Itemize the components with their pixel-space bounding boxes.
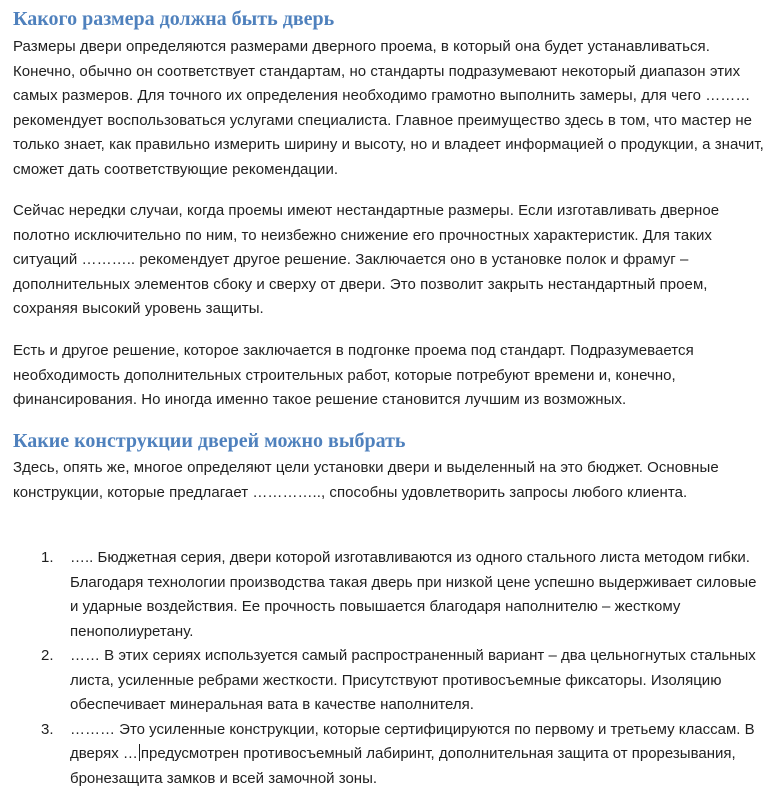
section-heading-door-size: Какого размера должна быть дверь bbox=[13, 8, 335, 30]
list-item bbox=[13, 644, 765, 718]
text-cursor[interactable] bbox=[139, 744, 140, 761]
list-item-number: 2. bbox=[41, 647, 54, 664]
section-heading-door-constructions: Какие конструкции дверей можно выбрать bbox=[13, 430, 406, 452]
paragraph-door-size-measurement: Размеры двери определяются размерами дверного проема, в который она будет устанавливаться. Конечно, обычно он соответствует стандартам, но стандарты подразумевают некоторый диапазон этих самых размеров. Для точного их определения необходимо грамотно выполнить замеры, для чего ……… рекомендует воспользоваться услугами специалиста. Главное преимущество здесь в том, что мастер не только знает, как правильно измерить ширину и высоту, но и владеет информацией о продукции, а значит, сможет дать соответствующие рекомендации. bbox=[13, 38, 764, 178]
paragraph-nonstandard-openings: Сейчас нередки случаи, когда проемы имеют нестандартные размеры. Если изготавливать дверное полотно исключительно по ним, то неизбежно снижение его прочностных характеристик. Для таких ситуаций ……….. рекомендует другое решение. Заключается оно в установке полок и фрамуг – дополнительных элементов сбоку и сверху от двери. Это позволит закрыть нестандартный проем, сохраняя высокий уровень защиты. bbox=[13, 202, 720, 317]
list-item-number: 3. bbox=[41, 720, 54, 738]
list-item-text: …… В этих сериях используется самый распространенный вариант – два цельногнутых стальных листа, усиленные ребрами жесткости. Присутствуют противосъемные фиксаторы. Изоляцию обеспечивает минеральная вата в качестве наполнителя. bbox=[70, 647, 756, 713]
paragraph-constructions-intro: Здесь, опять же, многое определяют цели установки двери и выделенный на это бюджет. Основные конструкции, которые предлагает ………….., способны удовлетворить запросы любого клиента. bbox=[13, 459, 719, 501]
paragraph-opening-adjustment: Есть и другое решение, которое заключается в подгонке проема под стандарт. Подразумевается необходимость дополнительных строительных работ, которые потребуют времени и, конечно, финансирования. Но иногда именно такое решение становится лучшим из возможных. bbox=[13, 342, 694, 408]
list-item-text-before-caret: ……… Это усиленные конструкции, которые сертифицируются по первому и третьему классам. В дверях … bbox=[70, 720, 755, 762]
list-item-number: 1. bbox=[41, 549, 54, 566]
list-item bbox=[13, 718, 765, 792]
list-item-text-after-caret: предусмотрен противосъемный лабиринт, дополнительная защита от прорезывания, бронезащита замков и всей замочной зоны. bbox=[70, 745, 736, 787]
list-item-text: ….. Бюджетная серия, двери которой изготавливаются из одного стального листа методом гибки. Благодаря технологии производства такая дверь при низкой цене успешно выдерживает силовые и ударные воздействия. Ее прочность повышается благодаря наполнителю – жесткому пенополиуретану. bbox=[70, 549, 757, 640]
constructions-list bbox=[13, 546, 765, 791]
list-item bbox=[13, 546, 765, 644]
